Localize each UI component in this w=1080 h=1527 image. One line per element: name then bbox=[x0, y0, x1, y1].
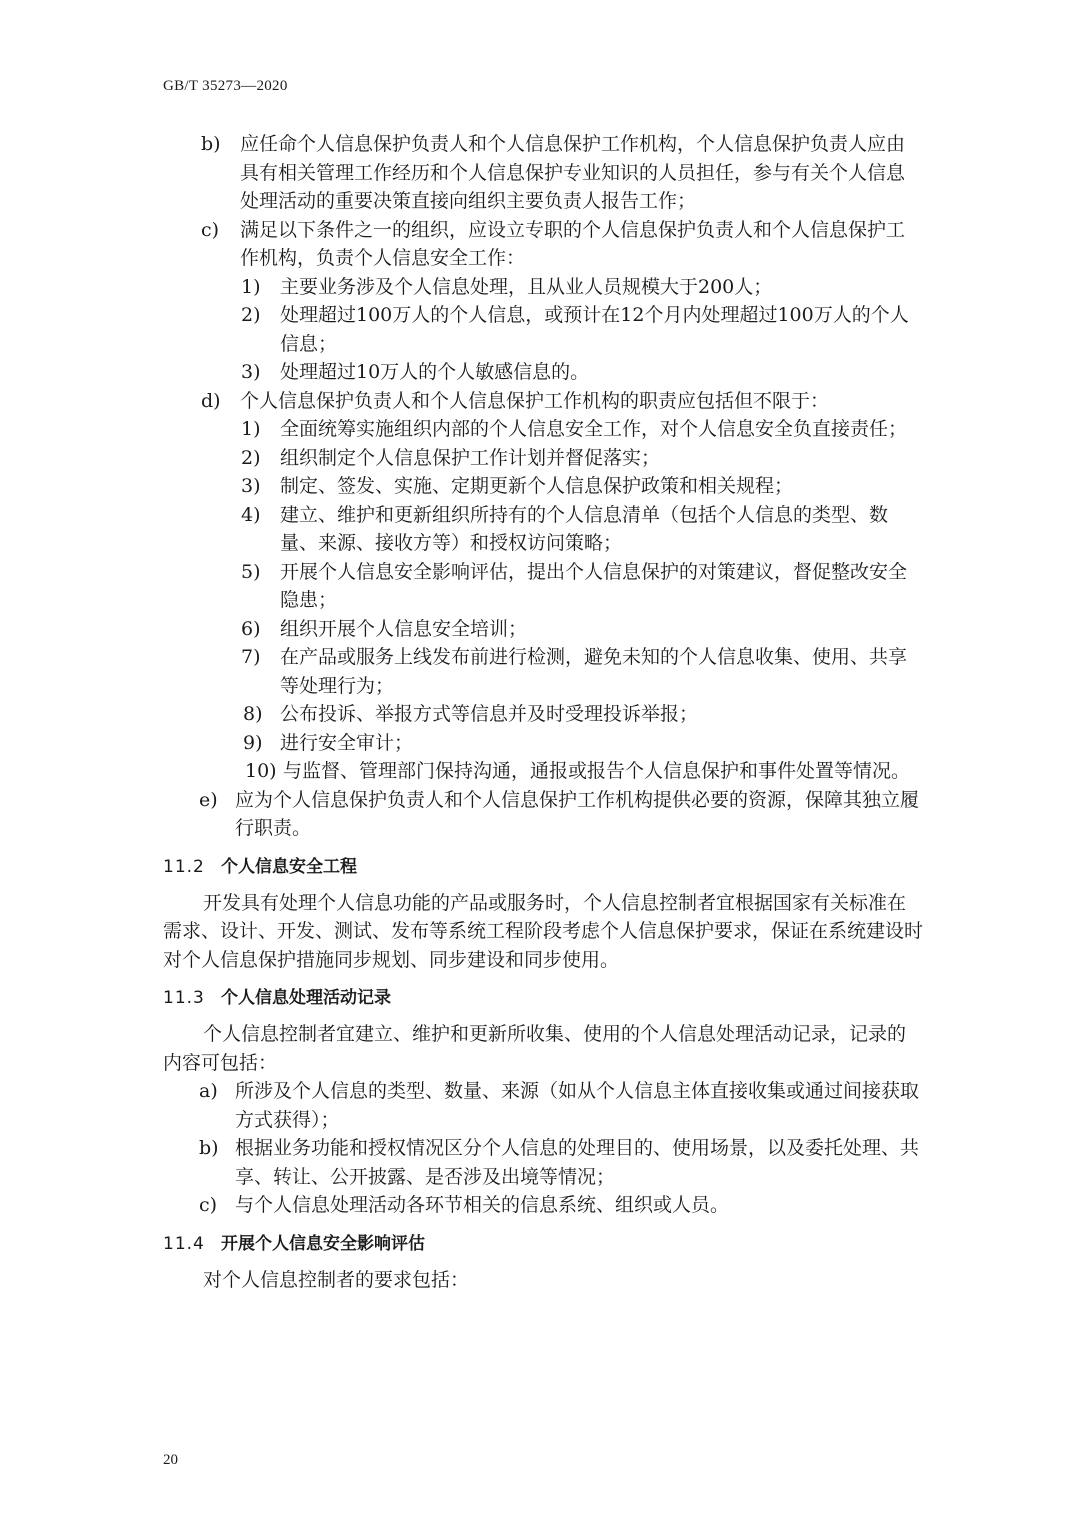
list-item-b bbox=[163, 1134, 923, 1191]
list-marker: b) bbox=[199, 1137, 219, 1159]
section-11-4-paragraph: 对个人信息控制者的要求包括： bbox=[203, 1268, 470, 1291]
list-marker: 3) bbox=[241, 361, 261, 383]
list-item-text: 个人信息保护负责人和个人信息保护工作机构的职责应包括但不限于： bbox=[240, 389, 830, 412]
list-marker: e) bbox=[199, 788, 218, 811]
list-marker: 8) bbox=[243, 703, 263, 725]
list-item-text: 组织开展个人信息安全培训； bbox=[280, 617, 528, 640]
list-item-text: 与个人信息处理活动各环节相关的信息系统、组织或人员。 bbox=[235, 1194, 730, 1216]
list-item-text: 进行安全审计； bbox=[280, 731, 414, 754]
sub-item-d-9 bbox=[163, 729, 923, 758]
list-marker: 9) bbox=[243, 731, 263, 754]
list-marker: 3) bbox=[241, 475, 261, 497]
section-heading-11-3 bbox=[163, 984, 923, 1012]
sub-item-d-7 bbox=[163, 643, 923, 700]
sub-item-c-1 bbox=[163, 273, 923, 302]
sub-item-c-2 bbox=[163, 301, 923, 358]
list-marker: 5) bbox=[241, 560, 261, 583]
sub-item-d-5 bbox=[163, 558, 923, 615]
list-item-b bbox=[163, 130, 923, 216]
section-11-2-paragraph: 开发具有处理个人信息功能的产品或服务时，个人信息控制者宜根据国家有关标准在需求、设计、开发、测试、发布等系统工程阶段考虑个人信息保护要求，保证在系统建设时对个人信息保护措施同步规划、同步建设和同步使用。 bbox=[163, 891, 924, 971]
list-marker: 2) bbox=[241, 304, 261, 326]
sub-item-d-2 bbox=[163, 444, 923, 473]
section-number: 11.2 bbox=[163, 856, 205, 877]
sub-item-d-8 bbox=[163, 700, 923, 729]
list-marker: d) bbox=[201, 389, 221, 412]
section-title: 个人信息安全工程 bbox=[221, 856, 357, 877]
list-item-text: 与监督、管理部门保持沟通，通报或报告个人信息保护和事件处置等情况。 bbox=[283, 760, 911, 782]
page-number: 20 bbox=[163, 1452, 178, 1468]
list-item-c bbox=[163, 216, 923, 273]
sub-item-d-4 bbox=[163, 501, 923, 558]
list-item-d bbox=[163, 387, 923, 416]
list-item-text: 主要业务涉及个人信息处理，且从业人员规模大于200人； bbox=[280, 275, 773, 298]
section-number: 11.4 bbox=[163, 1233, 205, 1254]
list-item-text: 应为个人信息保护负责人和个人信息保护工作机构提供必要的资源，保障其独立履行职责。 bbox=[235, 788, 920, 839]
list-marker: a) bbox=[199, 1080, 218, 1102]
list-marker: 10) bbox=[245, 760, 277, 782]
list-item-text: 建立、维护和更新组织所持有的个人信息清单（包括个人信息的类型、数量、来源、接收方等）和授权访问策略； bbox=[280, 503, 889, 554]
list-item-text: 满足以下条件之一的组织，应设立专职的个人信息保护负责人和个人信息保护工作机构，负责个人信息安全工作： bbox=[240, 218, 906, 269]
list-item-text: 所涉及个人信息的类型、数量、来源（如从个人信息主体直接收集或通过间接获取方式获得）； bbox=[235, 1080, 920, 1131]
list-marker: 6) bbox=[241, 617, 261, 640]
document-code: GB/T 35273—2020 bbox=[163, 78, 288, 94]
list-item-c bbox=[163, 1191, 923, 1220]
sub-item-c-3 bbox=[163, 358, 923, 387]
list-marker: 1) bbox=[241, 418, 261, 440]
list-item-text: 根据业务功能和授权情况区分个人信息的处理目的、使用场景，以及委托处理、共享、转让、公开披露、是否涉及出境等情况； bbox=[235, 1137, 920, 1188]
list-marker: 4) bbox=[241, 503, 261, 526]
list-item-e bbox=[163, 786, 923, 843]
list-marker: c) bbox=[199, 1194, 218, 1216]
list-item-text: 在产品或服务上线发布前进行检测，避免未知的个人信息收集、使用、共享等处理行为； bbox=[280, 646, 908, 697]
list-marker: 2) bbox=[241, 446, 261, 469]
list-item-text: 开展个人信息安全影响评估，提出个人信息保护的对策建议，督促整改安全隐患； bbox=[280, 560, 908, 611]
sub-item-d-10 bbox=[163, 757, 923, 786]
list-item-text: 制定、签发、实施、定期更新个人信息保护政策和相关规程； bbox=[280, 475, 794, 497]
list-item-text: 处理超过10万人的个人敏感信息的。 bbox=[280, 361, 590, 383]
list-item-text: 公布投诉、举报方式等信息并及时受理投诉举报； bbox=[280, 703, 699, 725]
sub-item-d-3 bbox=[163, 472, 923, 501]
section-title: 个人信息处理活动记录 bbox=[221, 988, 391, 1008]
list-item-text: 应任命个人信息保护负责人和个人信息保护工作机构，个人信息保护负责人应由具有相关管理工作经历和个人信息保护专业知识的人员担任，参与有关个人信息处理活动的重要决策直接向组织主要负责人报告工作； bbox=[240, 133, 906, 212]
list-marker: 7) bbox=[241, 646, 261, 668]
sub-item-d-1 bbox=[163, 415, 923, 444]
page-content bbox=[163, 130, 923, 1294]
list-item-text: 全面统筹实施组织内部的个人信息安全工作，对个人信息安全负直接责任； bbox=[280, 418, 908, 440]
list-marker: c) bbox=[201, 218, 220, 241]
sub-item-d-6 bbox=[163, 615, 923, 644]
section-title: 开展个人信息安全影响评估 bbox=[221, 1233, 425, 1254]
section-11-3-paragraph: 个人信息控制者宜建立、维护和更新所收集、使用的个人信息处理活动记录，记录的内容可包括： bbox=[163, 1023, 907, 1074]
section-number: 11.3 bbox=[163, 988, 205, 1008]
list-item-text: 处理超过100万人的个人信息，或预计在12个月内处理超过100万人的个人信息； bbox=[280, 304, 909, 355]
list-item-text: 组织制定个人信息保护工作计划并督促落实； bbox=[280, 446, 661, 469]
list-item-a bbox=[163, 1077, 923, 1134]
list-marker: b) bbox=[201, 133, 221, 155]
list-marker: 1) bbox=[241, 275, 261, 298]
section-heading-11-4 bbox=[163, 1230, 923, 1258]
section-heading-11-2 bbox=[163, 853, 923, 881]
